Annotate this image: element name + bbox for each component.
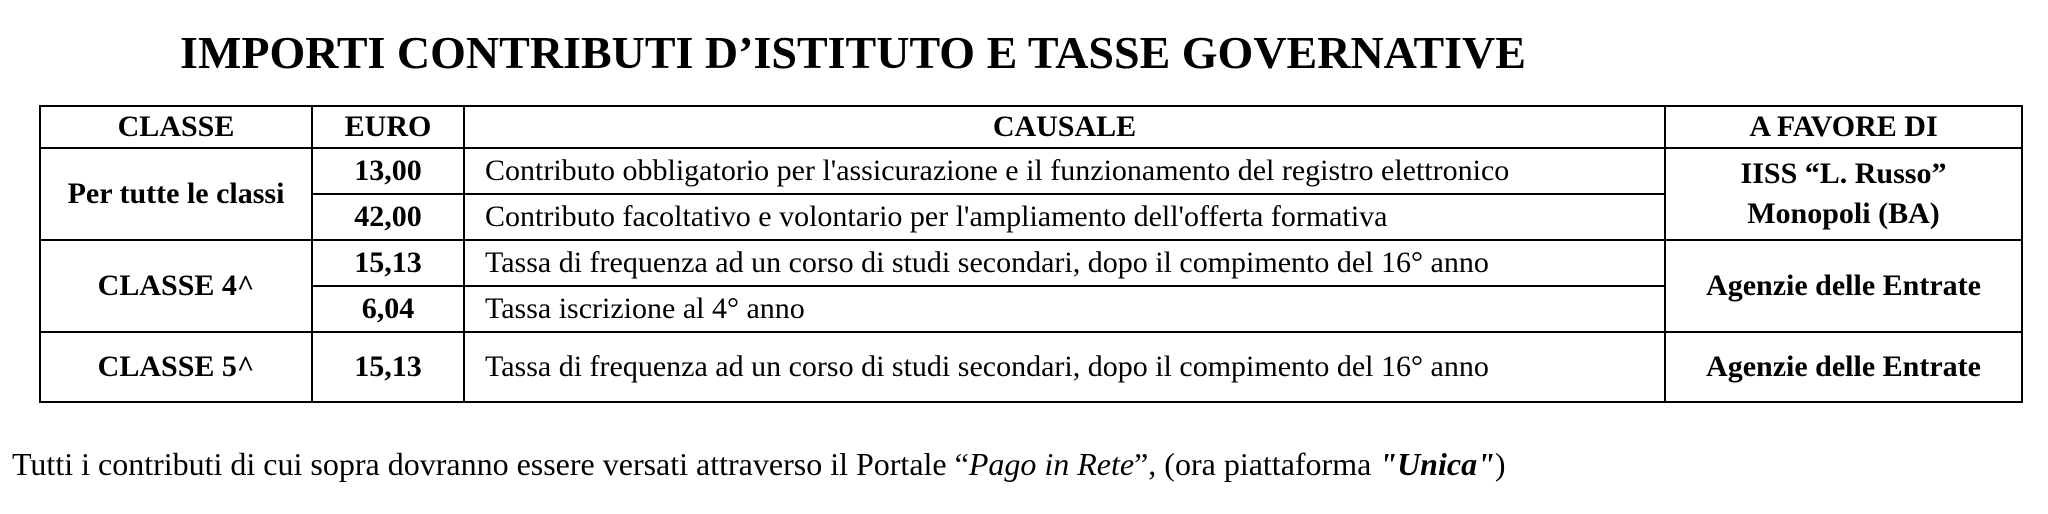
table-header-row — [40, 106, 2022, 148]
causale-cell: Contributo facoltativo e volontario per l'ampliamento dell'offerta formativa — [464, 194, 1665, 240]
causale-cell: Tassa di frequenza ad un corso di studi secondari, dopo il compimento del 16° anno — [464, 240, 1665, 286]
favore-cell — [1665, 148, 2022, 240]
euro-cell: 15,13 — [312, 332, 464, 402]
note-text: ) — [1494, 446, 1506, 482]
page-title: IMPORTI CONTRIBUTI D’ISTITUTO E TASSE GOVERNATIVE — [180, 27, 1526, 78]
classe-cell: Per tutte le classi — [40, 148, 312, 240]
favore-cell: Agenzie delle Entrate — [1665, 240, 2022, 332]
euro-cell: 42,00 — [312, 194, 464, 240]
classe-cell: CLASSE 5^ — [40, 332, 312, 402]
header-causale: CAUSALE — [464, 106, 1665, 148]
favore-line: Monopoli (BA) — [1747, 197, 1940, 230]
header-classe: CLASSE — [40, 106, 312, 148]
table-row — [40, 332, 2022, 402]
favore-line: IISS “L. Russo” — [1740, 157, 1947, 190]
causale-cell: Contributo obbligatorio per l'assicurazione e il funzionamento del registro elettronico — [464, 148, 1665, 194]
fees-table — [39, 105, 2023, 403]
euro-cell: 13,00 — [312, 148, 464, 194]
note-text: Tutti i contributi di cui sopra dovranno essere versati attraverso il Portale “ — [12, 446, 969, 482]
classe-cell: CLASSE 4^ — [40, 240, 312, 332]
header-favore: A FAVORE DI — [1665, 106, 2022, 148]
table-row — [40, 148, 2022, 194]
header-euro: EURO — [312, 106, 464, 148]
note-text: ”, (ora piattaforma — [1134, 446, 1380, 482]
table-row — [40, 240, 2022, 286]
favore-cell: Agenzie delle Entrate — [1665, 332, 2022, 402]
euro-cell: 6,04 — [312, 286, 464, 332]
causale-cell: Tassa iscrizione al 4° anno — [464, 286, 1665, 332]
note-platform-name: "Unica" — [1379, 446, 1495, 482]
payment-note — [12, 444, 1505, 484]
note-portal-name: Pago in Rete — [968, 446, 1135, 482]
causale-cell: Tassa di frequenza ad un corso di studi secondari, dopo il compimento del 16° anno — [464, 332, 1665, 402]
euro-cell: 15,13 — [312, 240, 464, 286]
